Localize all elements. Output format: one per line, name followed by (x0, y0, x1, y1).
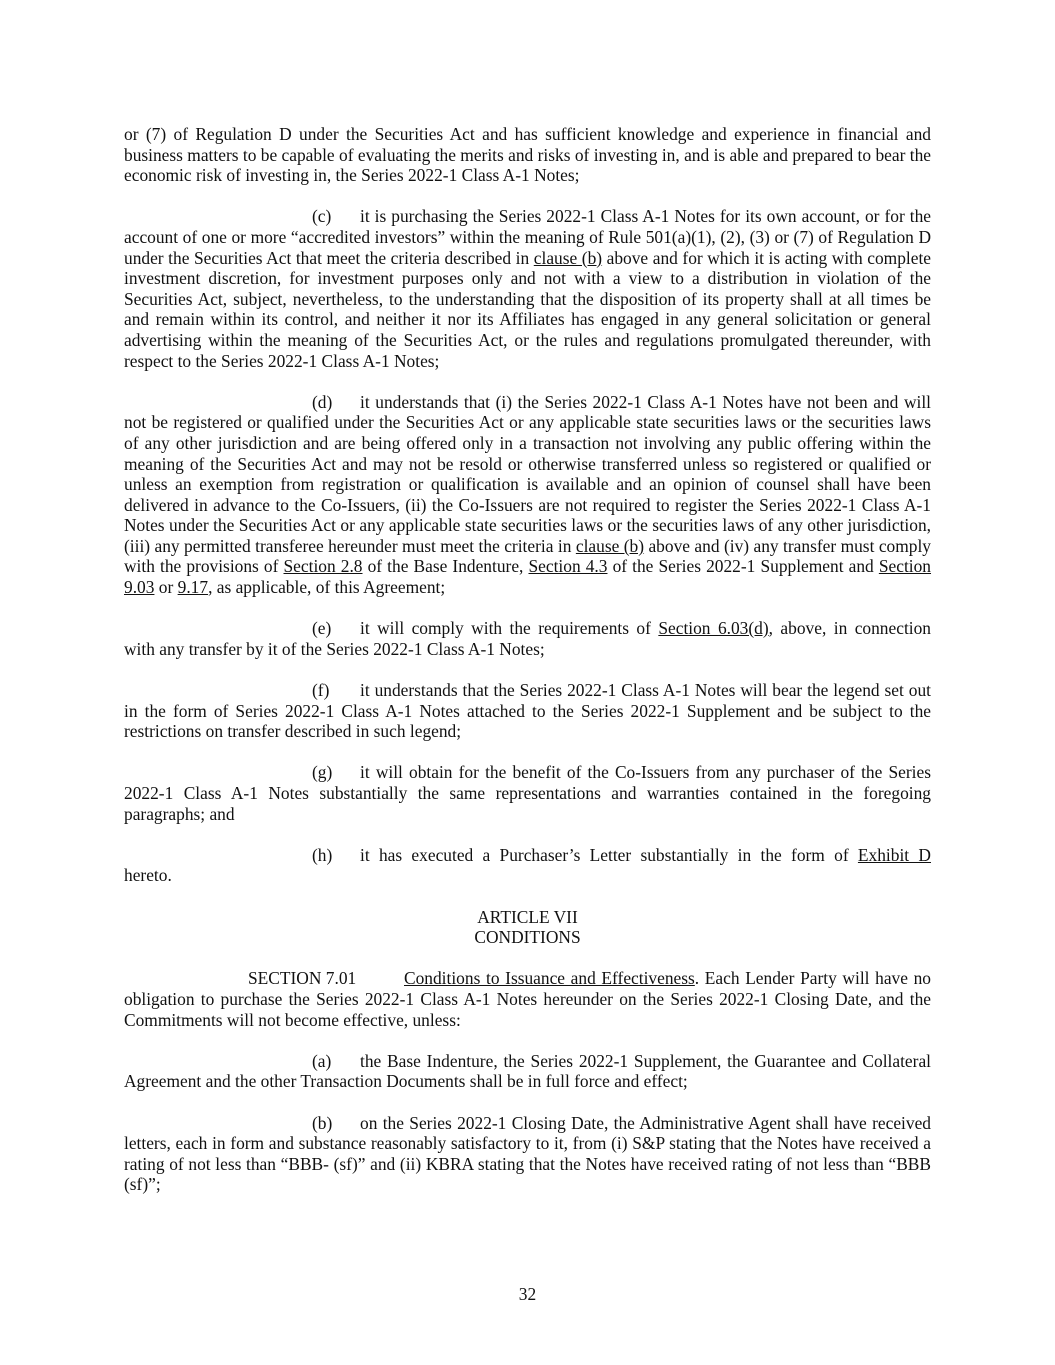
exhibit-d-reference[interactable]: Exhibit D (857, 844, 931, 865)
item-d-paragraph (124, 392, 931, 598)
item-text: it understands that the Series 2022-1 Class A-1 Notes will bear the legend set out in the form of Series 2022-1 Class A-1 Notes attached to the Series 2022-1 Supplement and be subject to the restrictions on transfer described in such legend; (124, 680, 931, 742)
item-label: (h) (312, 844, 333, 865)
item-text: , as applicable, of this Agreement; (208, 577, 446, 598)
section-number: SECTION 7.01 (248, 968, 357, 989)
item-label: (f) (312, 680, 330, 701)
item-text: of the Base Indenture, (362, 556, 529, 577)
section-4-3-reference[interactable]: Section 4.3 (528, 556, 608, 577)
item-label: (d) (312, 391, 333, 412)
item-g-paragraph (124, 762, 931, 824)
item-e-paragraph (124, 618, 931, 659)
item-h-second-line: hereto. (124, 865, 172, 886)
section-9-17-reference[interactable]: 9.17 (177, 577, 209, 598)
item-text: it understands that (i) the Series 2022-1 Class A-1 Notes have not been and will not be registered or qualified under the Securities Act or any applicable state securities laws or the securities laws of any other jurisdiction and are being offered only in a transaction not involving any public offering within the meaning of the Securities Act and may not be resold or otherwise transferred unless so registered or qualified or unless an exemption from registration or qualification is available and an opinion of counsel shall have been delivered in advance to the Co-Issuers, (ii) the Co-Issuers are not required to register the Series 2022-1 Class A-1 Notes under the Securities Act or any applicable state securities laws or the securities laws of any other jurisdiction, (iii) any permitted transferee hereunder must meet the criteria in (124, 391, 931, 556)
item-f-paragraph (124, 680, 931, 742)
item-label: (c) (312, 206, 332, 227)
intro-paragraph: or (7) of Regulation D under the Securities Act and has sufficient knowledge and experience in financial and business matters to be capable of evaluating the merits and risks of investing in, and is able and prepared to bear the economic risk of investing in, the Series 2022-1 Class A-1 Notes; (124, 124, 931, 186)
item-text: it has executed a Purchaser’s Letter substantially in the form of (360, 844, 858, 865)
item-text: above and for which it is acting with complete investment discretion, for investment purposes only and not with a view to a distribution in violation of the Securities Act, subject, nevertheless, to the understanding that the disposition of its property shall at all times be and remain within its control, and neither it nor its Affiliates has engaged in any general solicitation or general advertising within the meaning of the Securities Act, or the rules and regulations promulgated thereunder, with respect to the Series 2022-1 Class A-1 Notes; (124, 247, 931, 371)
document-page (124, 124, 931, 1215)
item-text: it will comply with the requirements of (360, 618, 659, 639)
clause-b-reference[interactable]: clause (b) (575, 535, 645, 556)
item-text: the Base Indenture, the Series 2022-1 Supplement, the Guarantee and Collateral Agreement and the other Transaction Documents shall be in full force and effect; (124, 1050, 931, 1092)
article-number: ARTICLE VII (477, 906, 578, 927)
item-text: of the Series 2022-1 Supplement and (607, 556, 879, 577)
item-text: above and (iv) any transfer must comply with the provisions of (124, 535, 932, 577)
item-text: on the Series 2022-1 Closing Date, the Administrative Agent shall have received letters, each in form and substance reasonably satisfactory to it, from (i) S&P stating that the Notes have received a rating of not less than “BBB- (sf)” and (ii) KBRA stating that the Notes have received rating of not less than “BBB (sf)”; (124, 1112, 931, 1195)
section-2-8-reference[interactable]: Section 2.8 (283, 556, 363, 577)
item-text: or (154, 577, 178, 598)
item-text: it is purchasing the Series 2022-1 Class A-1 Notes for its own account, or for the account of one or more “accredited investors” within the meaning of Rule 501(a)(1), (2), (3) or (7) of Regulation D under the Securities Act that meet the criteria described in (124, 206, 931, 268)
section-7-01-paragraph (124, 968, 931, 1030)
section-heading: Conditions to Issuance and Effectiveness (404, 968, 695, 989)
page-number: 32 (518, 1284, 537, 1304)
article-title: CONDITIONS (474, 927, 581, 948)
item-text: it will obtain for the benefit of the Co-Issuers from any purchaser of the Series 2022-1 Class A-1 Notes substantially the same representations and warranties contained in the foregoing paragraphs; and (124, 762, 931, 824)
item-label: (e) (312, 618, 332, 639)
item-label: (a) (312, 1050, 332, 1071)
article-heading (124, 907, 931, 948)
condition-a-paragraph (124, 1051, 931, 1092)
section-9-03-reference[interactable]: Section 9.03 (124, 556, 932, 598)
item-label: (b) (312, 1112, 333, 1133)
section-6-03d-reference[interactable]: Section 6.03(d) (658, 618, 769, 639)
item-h-first-line (124, 845, 931, 866)
item-label: (g) (312, 762, 333, 783)
item-text: , above, in connection with any transfer by it of the Series 2022-1 Class A-1 Notes; (124, 618, 931, 659)
section-text: . Each Lender Party will have no obligation to purchase the Series 2022-1 Class A-1 Notes hereunder on the Series 2022-1 Closing Date, and the Commitments will not become effective, unless: (124, 968, 931, 1030)
item-c-paragraph (124, 206, 931, 371)
item-h-paragraph (124, 845, 931, 886)
condition-b-paragraph (124, 1113, 931, 1195)
clause-b-reference[interactable]: clause (b) (533, 247, 603, 268)
